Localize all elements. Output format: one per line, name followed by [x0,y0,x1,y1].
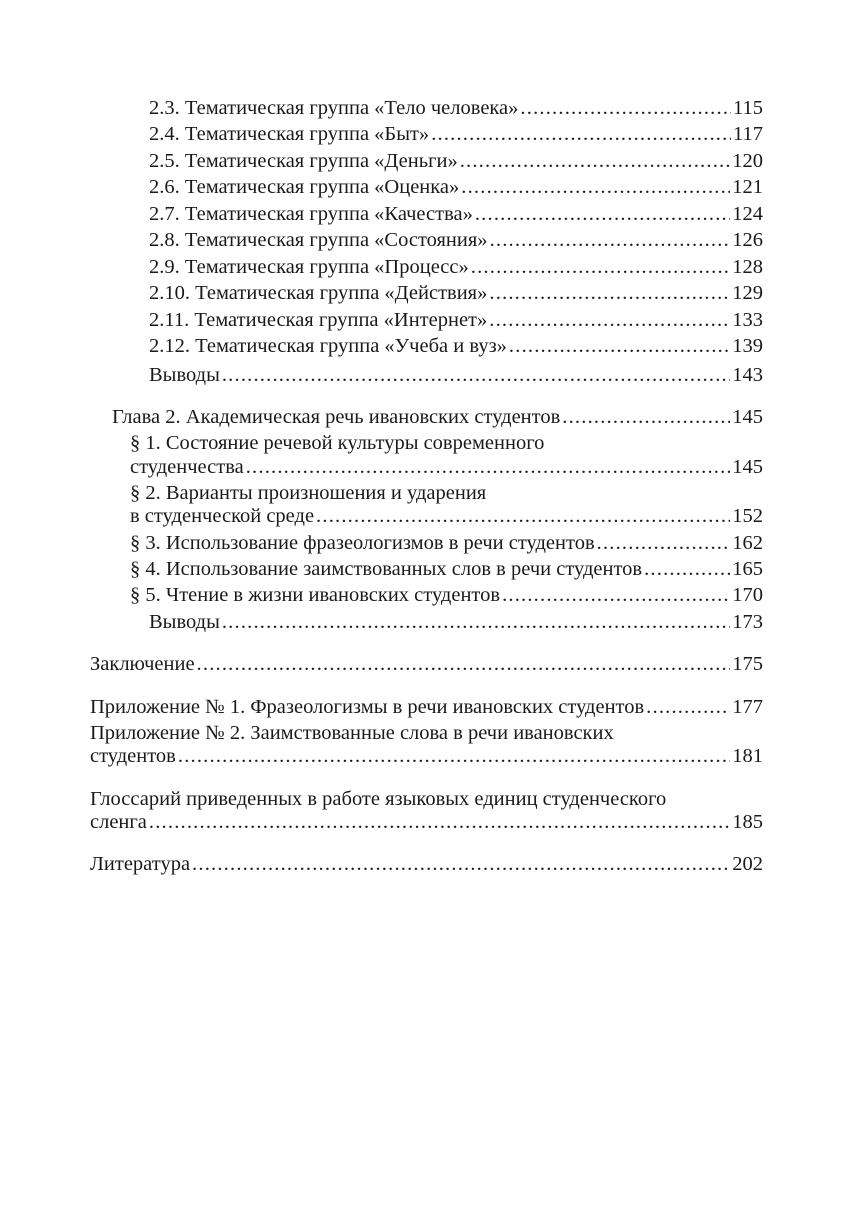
toc-entry[interactable] [149,255,763,279]
toc-entry[interactable] [130,531,763,555]
dot-leader [461,175,730,199]
toc-entry[interactable] [149,96,763,120]
toc-entry[interactable] [149,175,763,199]
toc-entry-page: 152 [732,505,763,527]
toc-entry-label-line1: § 2. Варианты произношения и ударения [130,482,487,504]
toc-entry-label-line1: Глоссарий приведенных в работе языковых единиц студенческого [90,788,667,810]
toc-entry-label: 2.12. Тематическая группа «Учеба и вуз» [149,335,507,357]
dot-leader [489,308,730,332]
toc-entry-page: 126 [732,229,763,251]
toc-entry[interactable] [130,583,763,607]
toc-entry[interactable] [130,557,763,581]
dot-leader [490,228,731,252]
dot-leader [646,695,730,719]
toc-entry-page: 185 [732,811,763,833]
toc-entry[interactable] [149,334,763,358]
toc-entry-page: 143 [732,364,763,386]
dot-leader [431,122,731,146]
toc-entry[interactable] [90,652,763,676]
toc-entry[interactable] [90,695,763,719]
toc-entry-label: студентов [90,745,176,767]
dot-leader [644,557,730,581]
toc-entry-label: сленга [90,811,147,833]
toc-entry-page: 121 [732,176,763,198]
toc-entry-label: студенчества [130,456,244,478]
dot-leader [178,744,730,768]
toc-entry-page: 129 [732,282,763,304]
toc-entry[interactable] [90,744,763,768]
dot-leader [460,149,731,173]
toc-entry-label: Глава 2. Академическая речь ивановских студентов [112,406,561,428]
toc-entry-label: 2.8. Тематическая группа «Состояния» [149,229,488,251]
toc-entry-page: 145 [732,406,763,428]
toc-entry-label: Выводы [149,611,220,633]
toc-entry[interactable] [90,852,763,876]
toc-entry-label: Приложение № 1. Фразеологизмы в речи ивановских студентов [90,696,645,718]
toc-entry-page: 133 [732,309,763,331]
toc-entry-page: 117 [733,123,763,145]
toc-entry-page: 128 [732,256,763,278]
toc-entry-page: 170 [732,584,763,606]
dot-leader [197,652,731,676]
toc-entry[interactable] [149,281,763,305]
toc-entry[interactable] [130,455,763,479]
toc-entry-page: 124 [732,203,763,225]
toc-entry-label: 2.7. Тематическая группа «Качества» [149,203,473,225]
toc-entry-page: 175 [732,653,763,675]
toc-entry-label: Заключение [90,653,195,675]
toc-entry-label: 2.10. Тематическая группа «Действия» [149,282,488,304]
toc-entry-page: 173 [732,611,763,633]
toc-entry-label: § 5. Чтение в жизни ивановских студентов [130,584,501,606]
toc-entry-page: 120 [732,150,763,172]
toc-entry-label: Литература [90,853,191,875]
toc-entry-label: 2.4. Тематическая группа «Быт» [149,123,430,145]
toc-entry-label: 2.5. Тематическая группа «Деньги» [149,150,458,172]
dot-leader [316,504,730,528]
toc-entry-page: 177 [732,696,763,718]
toc-entry-page: 145 [732,456,763,478]
toc-entry[interactable] [149,202,763,226]
dot-leader [562,405,730,429]
dot-leader [520,96,731,120]
dot-leader [475,202,730,226]
dot-leader [246,455,731,479]
dot-leader [597,531,731,555]
toc-entry-label: 2.11. Тематическая группа «Интернет» [149,309,488,331]
toc-entry[interactable] [149,308,763,332]
toc-entry[interactable] [112,405,763,429]
dot-leader [192,852,730,876]
toc-entry-label: 2.3. Тематическая группа «Тело человека» [149,97,519,119]
dot-leader [149,810,730,834]
toc-entry-label: в студенческой среде [130,505,315,527]
toc-entry[interactable] [130,504,763,528]
dot-leader [222,610,730,634]
dot-leader [471,255,730,279]
dot-leader [502,583,730,607]
toc-entry-page: 181 [732,745,763,767]
toc-entry-page: 162 [732,532,763,554]
toc-entry-page: 202 [732,853,763,875]
toc-entry[interactable] [149,149,763,173]
toc-entry-label: 2.6. Тематическая группа «Оценка» [149,176,460,198]
toc-entry-page: 139 [732,335,763,357]
toc-entry-label: § 3. Использование фразеологизмов в речи студентов [130,532,595,554]
dot-leader [509,334,730,358]
toc-entry-page: 115 [733,97,763,119]
toc-entry-label-line1: Приложение № 2. Заимствованные слова в речи ивановских [90,722,614,744]
toc-entry-label: Выводы [149,364,220,386]
toc-entry[interactable] [90,810,763,834]
toc-entry-label: § 4. Использование заимствованных слов в речи студентов [130,558,643,580]
dot-leader [222,363,730,387]
toc-entry-label-line1: § 1. Состояние речевой культуры современного [130,432,545,454]
toc-entry[interactable] [149,122,763,146]
toc-entry[interactable] [149,363,763,387]
dot-leader [489,281,730,305]
toc-entry-label: 2.9. Тематическая группа «Процесс» [149,256,469,278]
toc-entry[interactable] [149,610,763,634]
toc-entry-page: 165 [732,558,763,580]
toc-entry[interactable] [149,228,763,252]
